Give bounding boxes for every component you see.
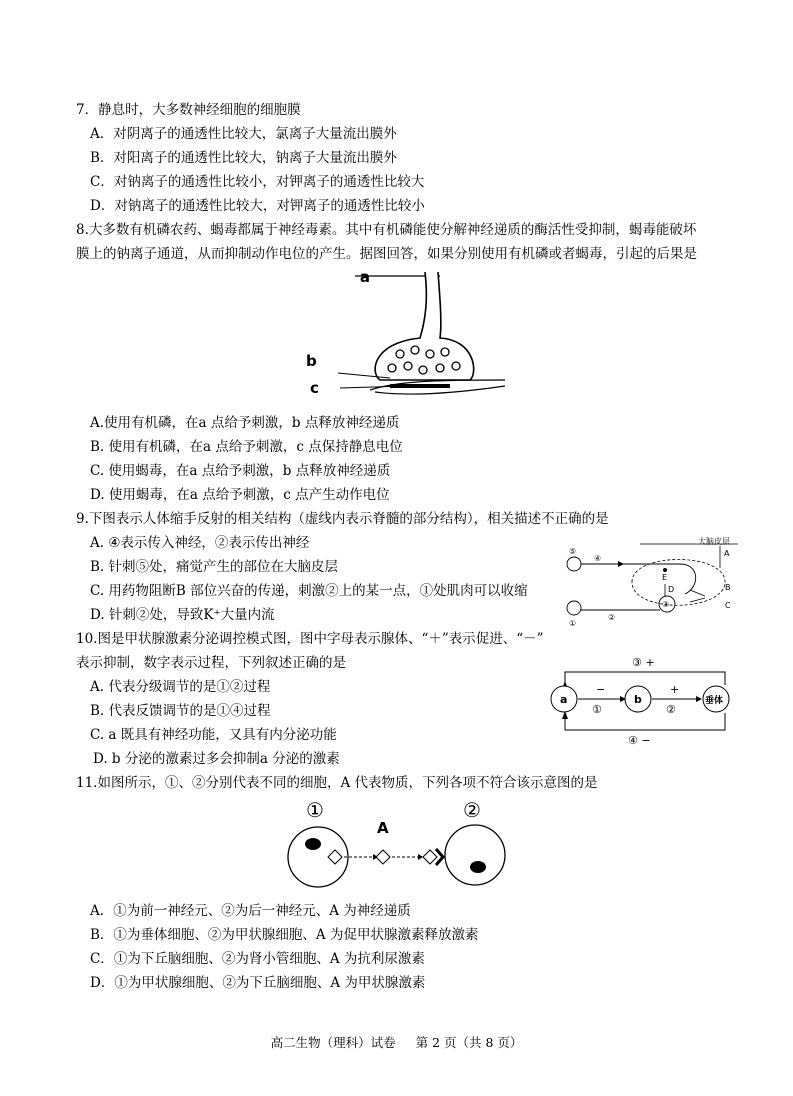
q8-option-a: A.使用有机磷，在a 点给予刺激，b 点释放神经递质 bbox=[90, 415, 400, 431]
q7-option-b: B．对阳离子的通透性比较大，钠离子大量流出膜外 bbox=[90, 150, 397, 166]
cell-signal-figure bbox=[280, 797, 520, 897]
q10-stem-line2: 表示抑制，数字表示过程，下列叙述正确的是 bbox=[76, 655, 346, 671]
q7-option-c: C．对钠离子的通透性比较小，对钾离子的通透性比较大 bbox=[90, 174, 425, 190]
q9-option-c: C. 用药物阻断B 部位兴奋的传递，刺激②上的某一点，①处肌肉可以收缩 bbox=[90, 583, 528, 599]
q10-option-b: B. 代表反馈调节的是①④过程 bbox=[90, 703, 271, 719]
q10-option-a: A. 代表分级调节的是①②过程 bbox=[90, 679, 271, 695]
q10-label-plus: + bbox=[670, 683, 680, 696]
q9-label-5: ⑤ bbox=[569, 547, 577, 556]
q10-label-b: b bbox=[634, 693, 642, 706]
q9-label-4: ④ bbox=[594, 554, 602, 563]
q8-label-b: b bbox=[306, 352, 317, 370]
footer-page-number: 第 2 页（共 8 页） bbox=[415, 1035, 523, 1050]
q11-stem: 11.如图所示，①、②分别代表不同的细胞，A 代表物质，下列各项不符合该示意图的是 bbox=[76, 775, 598, 791]
q11-label-A: A bbox=[377, 819, 389, 837]
q11-option-c: C．①为下丘脑细胞、②为肾小管细胞、A 为抗利尿激素 bbox=[90, 951, 425, 967]
synapse-figure bbox=[300, 268, 510, 403]
q9-option-a: A. ④表示传入神经，②表示传出神经 bbox=[90, 535, 310, 551]
q11-label-cell2: ② bbox=[463, 798, 481, 822]
q9-stem: 9.下图表示人体缩手反射的相关结构（虚线内表示脊髓的部分结构），相关描述不正确的是 bbox=[76, 511, 609, 527]
q10-label-pituitary: 垂体 bbox=[705, 696, 724, 706]
q10-option-c: C. a 既具有神经功能，又具有内分泌功能 bbox=[90, 727, 337, 743]
q7-stem: 7．静息时，大多数神经细胞的细胞膜 bbox=[76, 102, 301, 118]
q8-option-c: C. 使用蝎毒，在a 点给予刺激，b 点释放神经递质 bbox=[90, 463, 391, 479]
footer-title: 高二生物（理科）试卷 bbox=[270, 1035, 396, 1050]
q10-label-4: ④ − bbox=[628, 734, 651, 747]
thyroid-regulation-figure bbox=[540, 655, 740, 750]
page-footer bbox=[0, 1033, 793, 1051]
q8-option-b: B. 使用有机磷，在a 点给予刺激，c 点保持静息电位 bbox=[90, 439, 403, 455]
q9-label-B: B bbox=[725, 583, 731, 592]
q8-stem-line1: 8.大多数有机磷农药、蝎毒都属于神经毒素。其中有机磷能使分解神经递质的酶活性受抑制，蝎毒能破坏 bbox=[76, 222, 697, 238]
q8-option-d: D. 使用蝎毒，在a 点给予刺激，c 点产生动作电位 bbox=[90, 487, 390, 503]
q9-label-A: A bbox=[724, 549, 730, 558]
q9-label-2: ② bbox=[608, 613, 616, 622]
q7-option-a: A．对阴离子的通透性比较大，氯离子大量流出膜外 bbox=[90, 126, 397, 142]
q10-option-d: D. b 分泌的激素过多会抑制a 分泌的激素 bbox=[93, 751, 340, 767]
q9-label-D: D bbox=[668, 585, 675, 594]
q10-label-a: a bbox=[560, 693, 568, 706]
q11-label-cell1: ① bbox=[306, 798, 324, 822]
reflex-arc-figure bbox=[560, 532, 740, 632]
q11-option-b: B．①为垂体细胞、②为甲状腺细胞、A 为促甲状腺激素释放激素 bbox=[90, 927, 479, 943]
q8-stem-line2: 膜上的钠离子通道，从而抑制动作电位的产生。据图回答，如果分别使用有机磷或者蝎毒，引起的后果是 bbox=[76, 246, 697, 262]
q7-option-d: D．对钠离子的通透性比较大，对钾离子的通透性比较小 bbox=[90, 198, 425, 214]
q9-label-C: C bbox=[725, 601, 731, 610]
q10-stem-line1: 10.图是甲状腺激素分泌调控模式图，图中字母表示腺体、“＋”表示促进、“－” bbox=[76, 631, 544, 647]
q9-label-E: E bbox=[662, 573, 668, 582]
q10-label-2: ② bbox=[666, 703, 676, 716]
q10-label-3: ③ + bbox=[632, 656, 655, 669]
q11-option-d: D．①为甲状腺细胞、②为下丘脑细胞、A 为甲状腺激素 bbox=[90, 975, 426, 991]
q9-option-d: D. 针刺②处，导致K⁺大量内流 bbox=[90, 607, 275, 623]
q9-label-cortex: 大脑皮层 bbox=[698, 537, 730, 546]
q10-label-minus: − bbox=[596, 683, 606, 696]
q9-label-3: ③ bbox=[662, 600, 670, 609]
q9-label-1: ① bbox=[569, 619, 577, 628]
q8-label-c: c bbox=[310, 379, 319, 397]
q11-option-a: A．①为前一神经元、②为后一神经元、A 为神经递质 bbox=[90, 903, 411, 919]
q9-option-b: B. 针刺⑤处，痛觉产生的部位在大脑皮层 bbox=[90, 559, 339, 575]
q10-label-1: ① bbox=[592, 703, 602, 716]
q8-label-a: a bbox=[359, 268, 370, 286]
